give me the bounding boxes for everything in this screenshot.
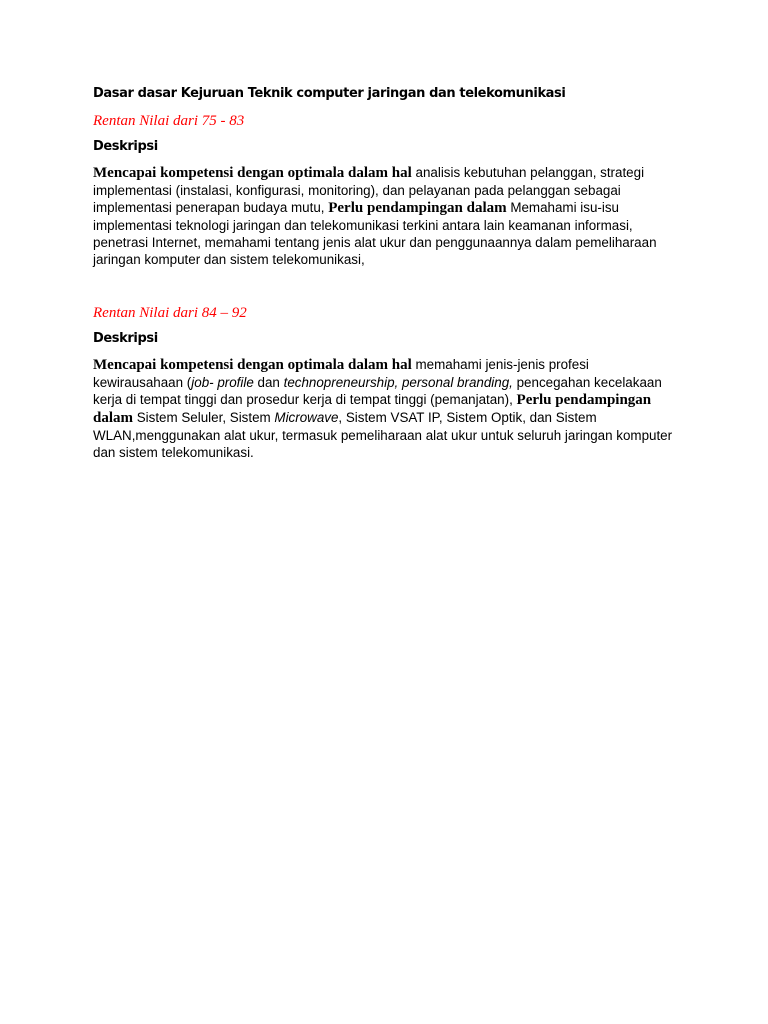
competence-text: dan xyxy=(253,375,284,390)
description-label-1: Deskripsi xyxy=(93,139,158,154)
assistance-lead: Perlu pendampingan dalam xyxy=(328,200,507,216)
document-title: Dasar dasar Kejuruan Teknik computer jaringan dan telekomunikasi xyxy=(93,86,566,101)
description-paragraph-1 xyxy=(93,164,673,268)
assistance-text: Sistem Seluler, Sistem xyxy=(133,410,275,425)
assistance-text: , Sistem VSAT IP, Sistem Optik, dan Sistem WLAN,menggunakan alat ukur, termasuk pemeliharaan alat ukur untuk seluruh jaringan komputer dan sistem telekomunikasi. xyxy=(93,410,673,460)
range-label-1: Rentan Nilai dari 75 - 83 xyxy=(93,113,245,129)
competence-lead: Mencapai kompetensi dengan optimala dalam hal xyxy=(93,357,412,373)
competence-italic-term: job- profile xyxy=(191,375,254,390)
competence-italic-term: technopreneurship, personal branding, xyxy=(283,375,513,390)
competence-lead: Mencapai kompetensi dengan optimala dalam hal xyxy=(93,165,412,181)
description-label-2: Deskripsi xyxy=(93,331,158,346)
assistance-italic-term: Microwave xyxy=(274,410,339,425)
competence-text: analisis kebutuhan pelanggan, strategi implementasi (instalasi, konfigurasi, monitoring), dan pelayanan pada pelanggan sebagai implementasi penerapan budaya mutu, xyxy=(93,165,645,215)
assistance-lead: Perlu pendampingan dalam xyxy=(93,392,652,426)
competence-text: pencegahan kecelakaan kerja di tempat tinggi dan prosedur kerja di tempat tinggi (pemanjatan), xyxy=(93,375,662,407)
description-paragraph-2 xyxy=(93,356,673,461)
document-page xyxy=(93,86,673,461)
assistance-text: Memahami isu-isu implementasi teknologi jaringan dan telekomunikasi terkini antara lain keamanan informasi, penetrasi Internet, memahami tentang jenis alat ukur dan penggunaannya dalam pemeliharaan jaringan komputer dan sistem telekomunikasi, xyxy=(93,200,657,267)
range-label-2: Rentan Nilai dari 84 – 92 xyxy=(93,305,247,321)
competence-text: memahami jenis-jenis profesi kewirausahaan ( xyxy=(93,357,589,390)
